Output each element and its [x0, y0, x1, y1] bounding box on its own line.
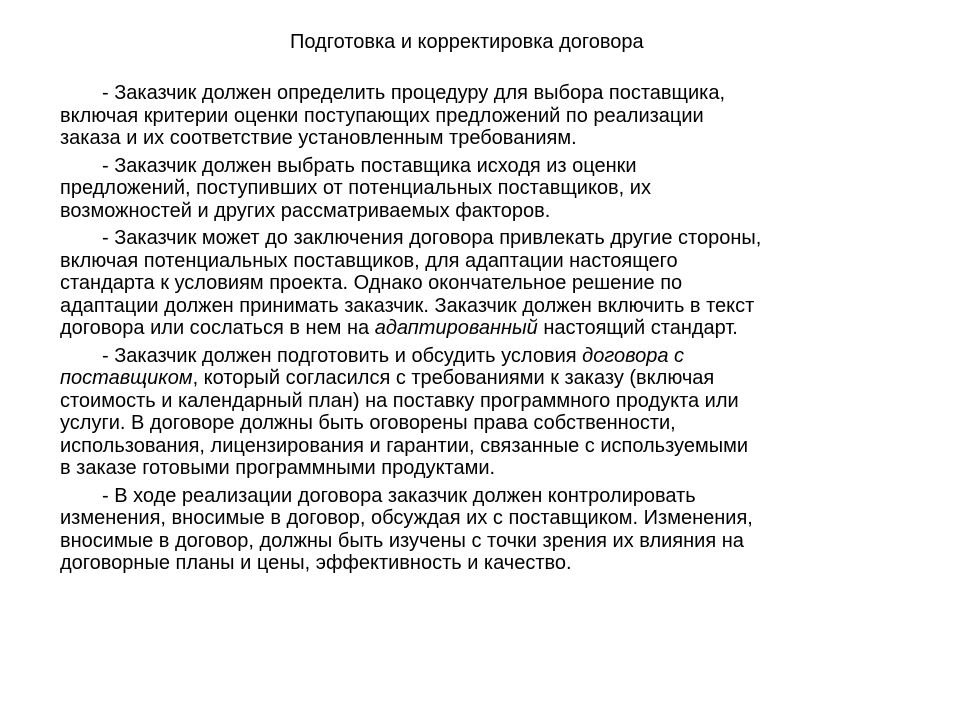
- body-paragraph: [60, 227, 900, 340]
- emphasized-text: договора с: [582, 344, 685, 367]
- paragraph-text: услуги. В договоре должны быть оговорены права собственности,: [60, 412, 676, 434]
- paragraph-line: [60, 345, 900, 368]
- paragraph-text: - Заказчик должен подготовить и обсудить условия: [102, 344, 583, 367]
- paragraph-text: стоимость и календарный план) на поставку программного продукта или: [60, 389, 739, 412]
- emphasized-text: поставщиком: [60, 367, 193, 389]
- paragraph-line: [60, 552, 900, 575]
- paragraph-text: вносимые в договор, должны быть изучены с точки зрения их влияния на: [60, 529, 744, 552]
- paragraph-line: [60, 82, 900, 105]
- paragraph-text: предложений, поступивших от потенциальных поставщиков, их: [60, 177, 651, 199]
- paragraph-line: [60, 105, 900, 128]
- paragraph-line: [60, 507, 900, 530]
- paragraph-text: изменения, вносимые в договор, обсуждая их с поставщиком. Изменения,: [60, 507, 753, 529]
- paragraph-line: [60, 317, 900, 340]
- paragraph-text: включая критерии оценки поступающих предложений по реализации: [60, 104, 704, 127]
- paragraph-line: [60, 127, 900, 150]
- emphasized-text: адаптированный: [374, 317, 538, 339]
- paragraph-line: [60, 457, 900, 480]
- paragraph-line: [60, 272, 900, 295]
- paragraph-text: заказа и их соответствие установленным требованиям.: [60, 127, 577, 149]
- paragraph-line: [60, 177, 900, 200]
- paragraph-line: [60, 250, 900, 273]
- paragraph-line: [60, 200, 900, 223]
- paragraph-text: адаптации должен принимать заказчик. Заказчик должен включить в текст: [60, 294, 755, 317]
- body-paragraph: [60, 485, 900, 575]
- paragraph-text: - Заказчик может до заключения договора привлекать другие стороны,: [102, 227, 762, 249]
- paragraph-text: использования, лицензирования и гарантии, связанные с используемыми: [60, 434, 748, 457]
- paragraph-line: [60, 295, 900, 318]
- paragraph-line: [60, 390, 900, 413]
- paragraph-text: настоящий стандарт.: [537, 317, 738, 339]
- paragraph-text: - Заказчик должен выбрать поставщика исходя из оценки: [102, 154, 637, 177]
- body-paragraph: [60, 155, 900, 223]
- paragraph-line: [60, 412, 900, 435]
- paragraph-text: в заказе готовыми программными продуктами.: [60, 457, 496, 479]
- paragraph-text: - В ходе реализации договора заказчик должен контролировать: [102, 484, 696, 507]
- slide-body: [60, 82, 900, 580]
- paragraph-line: [60, 367, 900, 390]
- paragraph-text: включая потенциальных поставщиков, для адаптации настоящего: [60, 249, 678, 272]
- body-paragraph: [60, 345, 900, 480]
- paragraph-line: [60, 485, 900, 508]
- paragraph-text: , который согласился с требованиями к заказу (включая: [192, 367, 715, 389]
- paragraph-line: [60, 155, 900, 178]
- paragraph-text: стандарта к условиям проекта. Однако окончательное решение по: [60, 272, 683, 294]
- paragraph-line: [60, 530, 900, 553]
- paragraph-line: [60, 227, 900, 250]
- paragraph-text: договора или сослаться в нем на: [60, 317, 375, 339]
- slide-title: Подготовка и корректировка договора: [290, 31, 644, 53]
- paragraph-line: [60, 435, 900, 458]
- paragraph-text: - Заказчик должен определить процедуру для выбора поставщика,: [102, 82, 726, 104]
- paragraph-text: возможностей и других рассматриваемых факторов.: [60, 199, 551, 222]
- paragraph-text: договорные планы и цены, эффективность и качество.: [60, 552, 572, 574]
- body-paragraph: [60, 82, 900, 150]
